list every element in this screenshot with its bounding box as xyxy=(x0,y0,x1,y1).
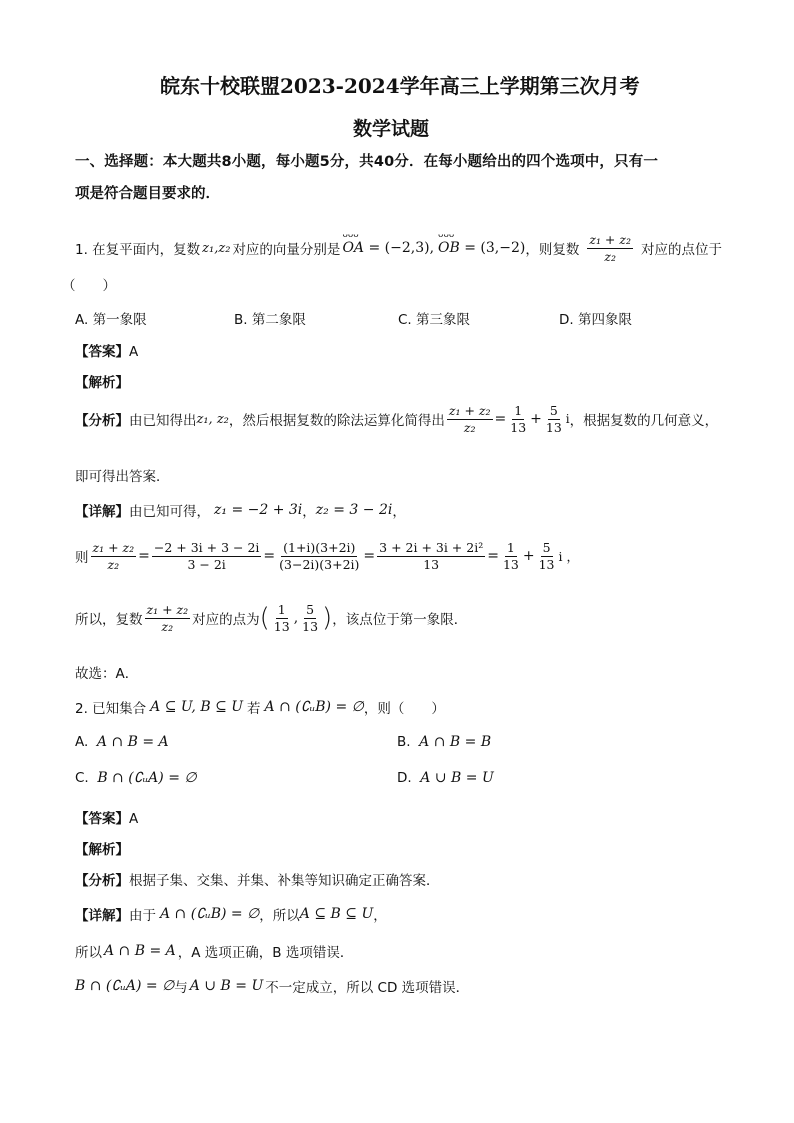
fenxi-vars: z₁, z₂ xyxy=(196,411,229,427)
point-text-a: 所以，复数 xyxy=(75,612,143,629)
q2-option-d: D. A ∪ B = U xyxy=(397,770,494,786)
point-coord-1: $\frac{1}{13}$ xyxy=(273,602,290,634)
calc-frac-4: $\frac{\text{3 + 2i + 3i + 2i²}}{13}$ xyxy=(379,540,484,572)
q1-fenxi xyxy=(75,403,718,435)
answer-value: A xyxy=(129,811,139,827)
q1-stem xyxy=(75,232,722,264)
detail-tag: 【详解】 xyxy=(75,504,129,520)
fenxi-text-c: ，根据复数的几何意义， xyxy=(569,413,719,430)
q1-stem-text-a: 1. 在复平面内，复数 xyxy=(75,242,201,259)
q2-analysis-tag: 【解析】 xyxy=(75,842,129,858)
q1-vector-oa: ᴗᴗᴗ OA = (−2,3), xyxy=(342,230,435,257)
detail-end: ， xyxy=(392,504,406,520)
section-heading-line1: 一、选择题：本大题共8小题，每小题5分，共40分．在每小题给出的四个选项中，只有一 xyxy=(75,154,659,170)
fenxi-r2: $\frac{5}{13}$ xyxy=(545,403,562,435)
detail-text-c: ， xyxy=(373,908,387,924)
detail-z1: z₁ = −2 + 3i xyxy=(214,502,303,518)
q2-stem-math: A ⊆ U, B ⊆ U xyxy=(150,699,244,715)
detail-cond: A ∩ (∁ᵤB) = ∅ xyxy=(160,906,260,922)
calc-frac-6: $\frac{5}{13}$ xyxy=(538,540,555,572)
q2-detail-line3: B ∩ (∁ᵤA) = ∅ 与 A ∪ B = U 不一定成立，所以 CD 选项错误． xyxy=(75,978,470,996)
fenxi-plus: + xyxy=(530,411,542,428)
q1-detail xyxy=(75,500,406,520)
calc-frac-5: $\frac{1}{13}$ xyxy=(502,540,519,572)
answer-value: A xyxy=(129,344,139,360)
answer-tag: 【答案】 xyxy=(75,344,129,360)
point-fraction: $\frac{\text{z₁ + z₂}}{\text{z₂}}$ xyxy=(146,602,189,634)
detail-z2: z₂ = 3 − 2i xyxy=(315,502,393,518)
q1-analysis-tag: 【解析】 xyxy=(75,375,129,391)
q1-vector-ob: ᴗᴗᴗ OB = (3,−2) xyxy=(438,230,526,257)
fenxi-text-b: ，然后根据复数的除法运算化简得出 xyxy=(228,413,445,430)
q1-stem-text-d: 对应的点位于 xyxy=(640,242,722,259)
q1-paren: （ ） xyxy=(62,278,116,294)
q1-stem-vars: z₁,z₂ xyxy=(202,240,231,256)
q2-stem xyxy=(75,697,445,717)
q2-fenxi xyxy=(75,869,440,889)
fenxi-text: 根据子集、交集、并集、补集等知识确定正确答案． xyxy=(129,873,440,889)
detail-sep: ， xyxy=(302,504,316,520)
point-text-c: ，该点位于第一象限． xyxy=(332,612,468,629)
q1-calculation: 则 $\frac{\text{z₁ + z₂}}{\text{z₂}}$ = $\frac{-2 + 3i + 3 - 2i}{3 - 2i}$ = $\frac{(1+i)(3+2i)}{(3-2i)(3+2i)}$ = $\frac{\text{3 + 2i + 3i + 2i²}}{13}$ = $\frac{1}{13}$ + $\frac{5}{13}$ i ， xyxy=(75,540,579,572)
q2-option-c: C. B ∩ (∁ᵤA) = ∅ xyxy=(75,770,197,786)
point-coord-2: $\frac{5}{13}$ xyxy=(302,602,319,634)
page-title: 皖东十校联盟2023-2024学年高三上学期第三次月考 xyxy=(160,74,640,98)
fenxi-r1: $\frac{1}{13}$ xyxy=(510,403,527,435)
fenxi-fraction: $\frac{\text{z₁ + z₂}}{\text{z₂}}$ xyxy=(448,403,491,435)
fenxi-eq: = xyxy=(494,411,507,428)
calc-prefix: 则 xyxy=(75,550,89,567)
q2-stem-text-a: 2. 已知集合 xyxy=(75,701,147,717)
detail-text-a: 由已知可得， xyxy=(129,504,210,520)
detail-text-a: 由于 xyxy=(129,908,156,924)
q1-option-b: B. 第二象限 xyxy=(234,312,306,328)
detail-tag: 【详解】 xyxy=(75,908,129,924)
q1-answer xyxy=(75,340,138,360)
q2-stem-text-b: 若 xyxy=(247,701,261,717)
q1-fenxi-line2: 即可得出答案． xyxy=(75,469,170,485)
fenxi-i: i xyxy=(565,412,570,427)
answer-tag: 【答案】 xyxy=(75,811,129,827)
vector-arrow-icon: ᴗᴗᴗ xyxy=(438,230,455,241)
calc-frac-1: $\frac{\text{z₁ + z₂}}{\text{z₂}}$ xyxy=(92,540,135,572)
calc-tail: i ， xyxy=(558,549,579,565)
q2-option-a: A. A ∩ B = A xyxy=(75,734,169,750)
q1-stem-fraction: $\frac{\text{z₁ + z₂}}{\text{z₂}}$ xyxy=(589,232,631,264)
calc-frac-3: $\frac{(1+i)(3+2i)}{(3-2i)(3+2i)}$ xyxy=(279,540,360,572)
q2-detail-line2: 所以 A ∩ B = A ，A 选项正确，B 选项错误． xyxy=(75,943,354,961)
q1-option-a: A. 第一象限 xyxy=(75,312,147,328)
q1-stem-text-c: ，则复数 xyxy=(525,242,580,259)
q2-detail xyxy=(75,904,387,924)
detail-text-b: ，所以 xyxy=(259,908,300,924)
q1-option-c: C. 第三象限 xyxy=(398,312,471,328)
fenxi-tag: 【分析】 xyxy=(75,873,129,889)
q1-point: 所以，复数 $\frac{\text{z₁ + z₂}}{\text{z₂}}$ 对应的点为 ( $\frac{1}{13}$ , $\frac{5}{13}$ ) ，该点位于第一象限． xyxy=(75,602,468,634)
fenxi-tag: 【分析】 xyxy=(75,413,129,430)
detail-sub: A ⊆ B ⊆ U xyxy=(299,906,374,922)
q1-choice: 故选：A． xyxy=(75,666,139,682)
q2-stem-cond: A ∩ (∁ᵤB) = ∅ xyxy=(264,699,364,715)
q2-option-b: B. A ∩ B = B xyxy=(397,734,492,750)
q2-answer xyxy=(75,807,138,827)
q1-option-d: D. 第四象限 xyxy=(559,312,632,328)
page-subtitle: 数学试题 xyxy=(353,118,430,140)
q1-stem-text-b: 对应的向量分别是 xyxy=(232,242,341,259)
vector-arrow-icon: ᴗᴗᴗ xyxy=(342,230,359,241)
calc-frac-2: $\frac{-2 + 3i + 3 - 2i}{3 - 2i}$ xyxy=(153,540,260,572)
fenxi-text-a: 由已知得出 xyxy=(129,413,197,430)
section-heading-line2: 项是符合题目要求的． xyxy=(75,186,220,202)
point-text-b: 对应的点为 xyxy=(192,612,260,629)
q2-stem-text-c: ，则（ ） xyxy=(363,701,445,717)
